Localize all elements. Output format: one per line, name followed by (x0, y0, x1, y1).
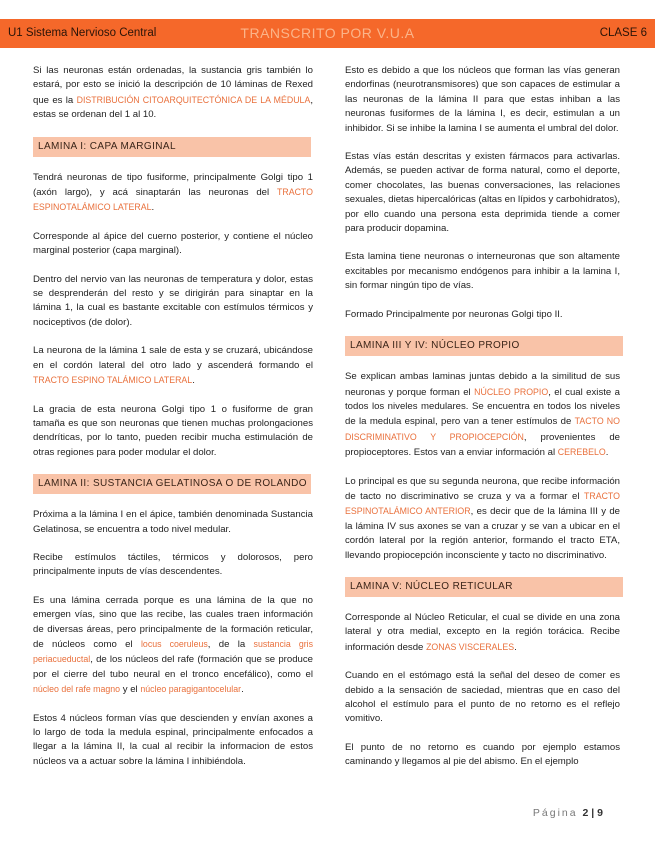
header-course: U1 Sistema Nervioso Central (8, 27, 157, 39)
paragraph: Corresponde al Núcleo Reticular, el cual se divide en una zona lateral y otra medial, excepto en la región torácica. Recibe información desde ZONAS VISCERALES. (345, 611, 620, 653)
page-header (0, 19, 655, 48)
footer-label: Página (532, 807, 578, 819)
page-number: 2 | 9 (582, 807, 603, 819)
header-class: CLASE 6 (599, 27, 647, 39)
highlight-term: CEREBELO (557, 447, 606, 458)
paragraph: El punto de no retorno es cuando por ejemplo estamos caminando y llegamos al pie del abismo. En el ejemplo (345, 741, 620, 768)
highlight-term: núcleo paragigantocelular (140, 684, 242, 695)
section-heading-lamina-5: LAMINA V: NÚCLEO RETICULAR (345, 577, 623, 597)
highlight-term: DISTRIBUCIÓN CITOARQUITECTÓNICA DE LA MÉDULA (76, 94, 311, 105)
paragraph: Estas vías están descritas y existen fármacos para activarlas. Además, se pueden activar de forma natural, como el deporte, comer chocolates, las buenas conversaciones, las relaciones sexuales, dietas hipercalóricas (altas en lípidos y carbohidratos), por ello cuando una persona esta deprimida tiende a comer para producir dopamina. (345, 151, 620, 235)
left-column (33, 64, 313, 783)
paragraph: Formado Principalmente por neuronas Golgi tipo II. (345, 308, 563, 320)
paragraph: Lo principal es que su segunda neurona, que recibe información de tacto no discriminativo se cruza y va a formar el TRACTO ESPINOTALÁMICO ANTERIOR, es decir que de la lámina III y de la lámina IV sus axones se van a cruzar y se van a ubicar en el cordón lateral por la región anterior, formando el tracto ETA, llevando propiocepción inconsciente y tacto no discriminativo. (345, 475, 621, 561)
paragraph: Esta lamina tiene neuronas o interneuronas que son altamente excitables por mecanismo endógenos para inhibir a la lamina I, sin formar ningún tipo de vías. (345, 251, 620, 292)
highlight-term: TRACTO ESPINOTALÁMICO LATERAL (33, 187, 313, 213)
paragraph: Dentro del nervio van las neuronas de temperatura y dolor, estas se desprenderán del resto y se dirigirán para sinaptar en la lámina 1, la cual es bastante excitable con estímulos térmicos y nociceptivos (de dolor). (33, 273, 313, 328)
paragraph: Cuando en el estómago está la señal del deseo de comer es debido a la sensación de saciedad, mientras que en caso del alcohol el estímulo para el punto de no retorno es el reflejo vomitivo. (345, 670, 620, 725)
highlight-term: TACTO NO DISCRIMINATIVO Y PROPIOCEPCIÓN (345, 416, 620, 442)
right-column (345, 64, 620, 784)
paragraph: Si las neuronas están ordenadas, la sustancia gris también lo estará, por esto se inició la descripción de 10 láminas de Rexed que es la DISTRIBUCIÓN CITOARQUITECTÓNICA DE LA MÉDULA, estas se ordenan del 1 al 10. (33, 65, 313, 121)
paragraph: Recibe estímulos táctiles, térmicos y dolorosos, pero principalmente inputs de vías descendentes. (33, 551, 313, 578)
highlight-term: ZONAS VISCERALES (426, 641, 515, 652)
highlight-term: NÚCLEO PROPIO (474, 386, 549, 397)
paragraph: Tendrá neuronas de tipo fusiforme, principalmente Golgi tipo 1 (axón largo), y acá sinaptarán las neuronas del TRACTO ESPINOTALÁMICO LATERAL. (33, 171, 313, 214)
section-heading-lamina-1: LAMINA I: CAPA MARGINAL (33, 137, 311, 157)
paragraph: Corresponde al ápice del cuerno posterior, y contiene el núcleo marginal posterior (capa marginal). (33, 230, 313, 257)
highlight-term: núcleo del rafe magno (33, 684, 121, 695)
header-transcriber: TRANSCRITO POR V.U.A (240, 25, 415, 41)
paragraph: Esto es debido a que los núcleos que forman las vías generan endorfinas (neurotransmisores) que son capaces de estimular a las neuronas de la lámina II para que estas inhiban a las neuronas fusiformes de la lámina I, es decir, estimulan a un inhibidor. Si se inhibe la lamina I se aumenta el umbral del dolor. (345, 65, 620, 134)
paragraph: Es una lámina cerrada porque es una lámina de la que no emergen vías, sino que las recibe, las cuales traen información de diversas áreas, pero principalmente de la formación reticular, de núcleos como el locus coeruleus, de la sustancia gris periacueductal, de los núcleos del rafe (formación que se produce por el cierre del tubo neural en el tronco encefálico), como el núcleo del rafe magno y el núcleo paragigantocelular. (33, 594, 313, 696)
paragraph: Se explican ambas laminas juntas debido a la similitud de sus neuronas y porque forman el NÚCLEO PROPIO, el cual existe a todos los niveles medulares. Se encuentra en todos los niveles de la medula espinal, pero van a tener estímulos de TACTO NO DISCRIMINATIVO Y PROPIOCEPCIÓN, provenientes de propioceptores. Estos van a enviar información al CEREBELO. (345, 371, 620, 459)
paragraph: La neurona de la lámina 1 sale de esta y se cruzará, ubicándose en el cordón lateral del otro lado y ascenderá formando el TRACTO ESPINO TALÁMICO LATERAL. (33, 345, 313, 387)
highlight-term: sustancia gris periacueductal (33, 638, 313, 665)
page-footer (533, 807, 603, 819)
paragraph: Próxima a la lámina I en el ápice, también denominada Sustancia Gelatinosa, se encuentra a todo nivel medular. (33, 509, 313, 535)
highlight-term: TRACTO ESPINOTALÁMICO ANTERIOR (345, 490, 620, 517)
paragraph: La gracia de esta neurona Golgi tipo 1 o fusiforme de gran tamaña es que son neuronas que tienen muchas prolongaciones dendríticas, por lo tanto, pueden recibir mucha estimulación de otras regiones para poder modular el dolor. (33, 403, 313, 458)
section-heading-lamina-2: LAMINA II: SUSTANCIA GELATINOSA O DE ROLANDO (33, 474, 311, 494)
paragraph: Estos 4 núcleos forman vías que descienden y envían axones a lo largo de toda la medula espinal, principalmente enfocados a llegar a la lámina II, la cual al recibir la informacion de estos núcleos va a actuar sobre la lámina I inhibiéndola. (33, 712, 313, 767)
highlight-term: locus coeruleus (140, 638, 208, 649)
highlight-term: TRACTO ESPINO TALÁMICO LATERAL (33, 375, 193, 386)
section-heading-lamina-3-4: LAMINA III Y IV: NÚCLEO PROPIO (345, 336, 623, 356)
